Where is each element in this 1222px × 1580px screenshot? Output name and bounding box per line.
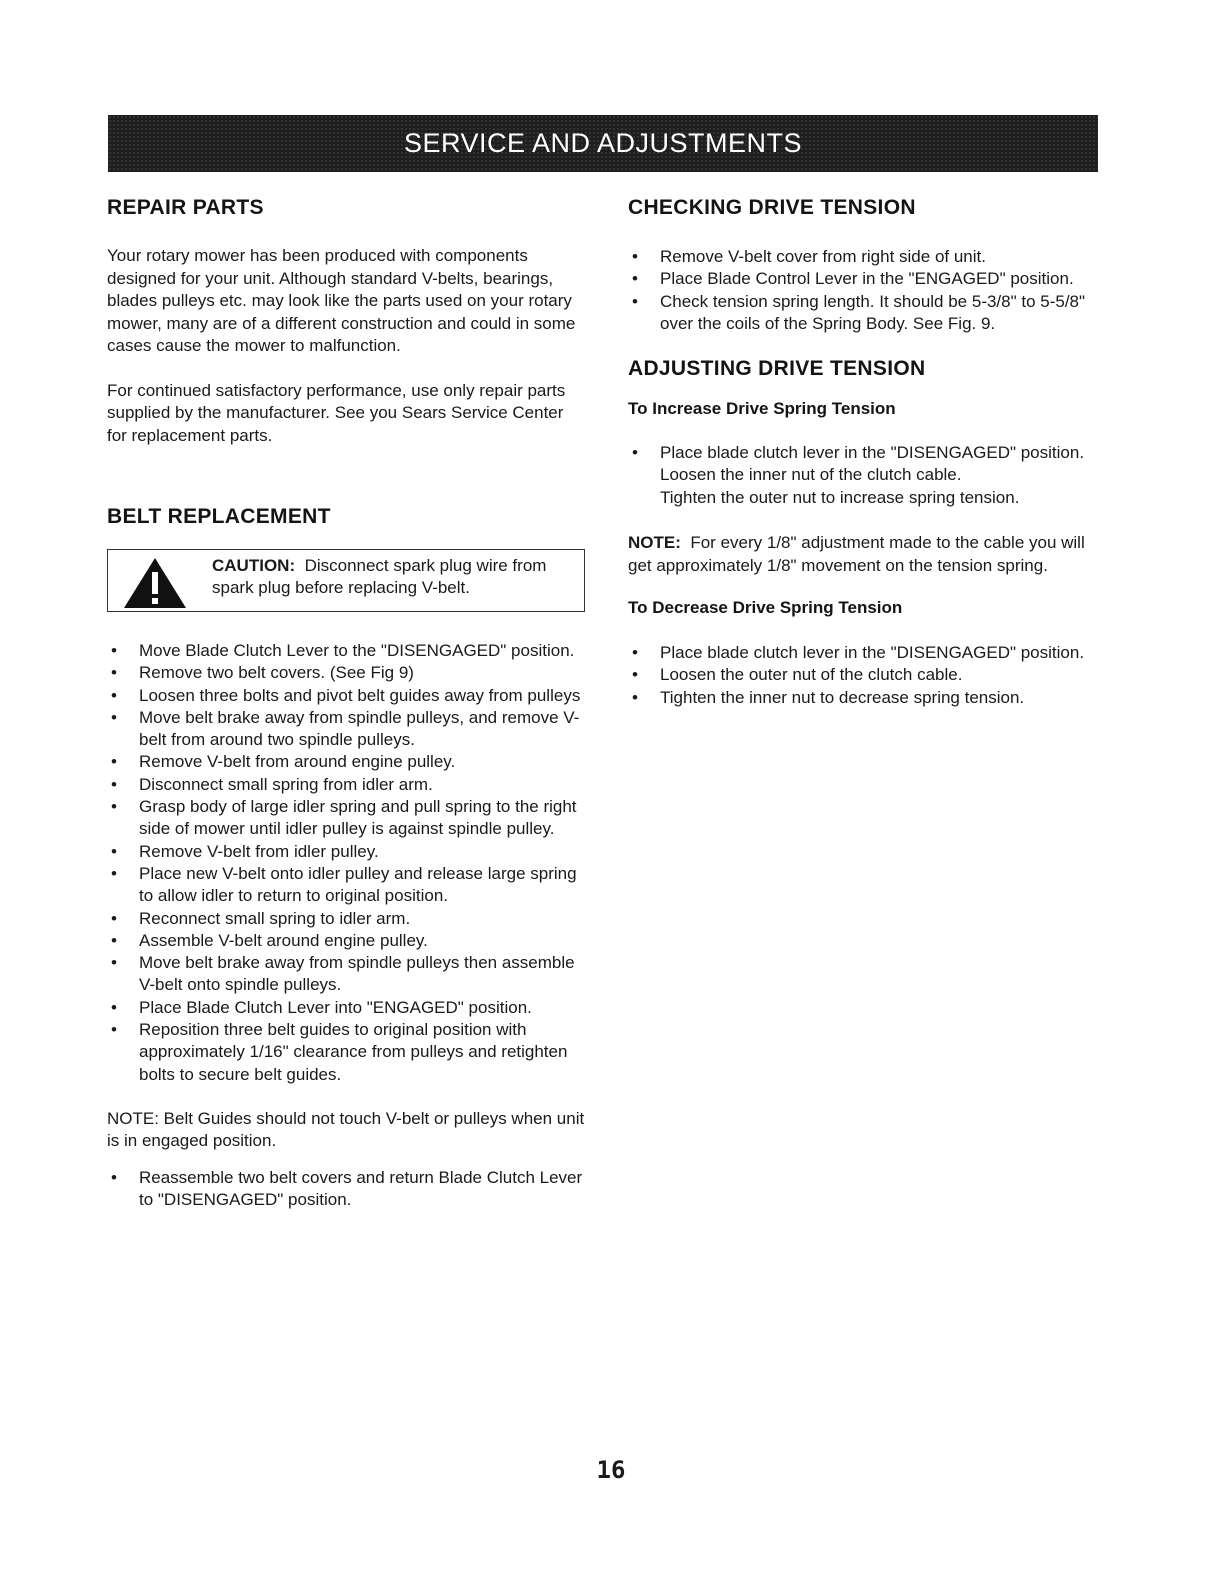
cable-adjustment-note xyxy=(628,532,1098,577)
list-item: • Move belt brake away from spindle pulleys then assemble V-belt onto spindle pulleys. xyxy=(111,953,575,995)
belt-guides-note: NOTE: Belt Guides should not touch V-belt or pulleys when unit is in engaged position. xyxy=(107,1108,585,1151)
list-item: • Reassemble two belt covers and return Blade Clutch Lever to "DISENGAGED" position. xyxy=(111,1167,583,1210)
list-item: • Remove V-belt cover from right side of unit. xyxy=(632,247,986,266)
list-item: • Loosen the outer nut of the clutch cable. xyxy=(632,665,963,685)
warning-triangle-icon xyxy=(122,556,188,610)
list-item: • Grasp body of large idler spring and pull spring to the right side of mower until idler pulley is against spindle pulley. xyxy=(111,797,577,839)
repair-parts-heading: REPAIR PARTS xyxy=(107,196,264,219)
caution-box xyxy=(107,549,585,612)
right-column xyxy=(628,196,1098,709)
page-title: SERVICE AND ADJUSTMENTS xyxy=(403,128,803,158)
list-item: Loosen the inner nut of the clutch cable. xyxy=(660,465,962,485)
list-item: • Place Blade Clutch Lever into "ENGAGED" position. xyxy=(111,997,532,1017)
list-item: • Assemble V-belt around engine pulley. xyxy=(111,930,428,950)
repair-parts-para1: Your rotary mower has been produced with components designed for your unit. Although standard V-belts, bearings, blades pulleys etc. may look like the parts used on your rotary mower, many are of a different construction and could in some cases cause the mower to malfunction. xyxy=(107,246,576,355)
caution-message: Disconnect spark plug wire from spark plug before replacing V-belt. xyxy=(212,556,547,597)
list-item: • Reconnect small spring to idler arm. xyxy=(111,908,411,928)
belt-replacement-heading: BELT REPLACEMENT xyxy=(107,505,331,528)
list-item: • Remove V-belt from idler pulley. xyxy=(111,841,379,861)
caution-text xyxy=(212,555,584,599)
list-item: • Check tension spring length. It should be 5-3/8" to 5-5/8" over the coils of the Spring Body. See Fig. 9. xyxy=(632,291,1086,333)
list-item: • Remove V-belt from around engine pulley. xyxy=(111,752,456,772)
list-item: • Move Blade Clutch Lever to the "DISENGAGED" position. xyxy=(111,641,575,660)
list-item: • Place new V-belt onto idler pulley and release large spring to allow idler to return to original position. xyxy=(111,863,577,906)
checking-drive-tension-heading: CHECKING DRIVE TENSION xyxy=(628,196,916,219)
list-item: • Place blade clutch lever in the "DISENGAGED" position. xyxy=(632,443,1085,463)
note-label: NOTE: xyxy=(628,533,681,553)
list-item: • Disconnect small spring from idler arm. xyxy=(111,774,433,794)
note-text: For every 1/8" adjustment made to the cable you will get approximately 1/8" movement on the tension spring. xyxy=(628,533,1085,575)
list-item: • Reposition three belt guides to original position with approximately 1/16" clearance from pulleys and retighten bolts to secure belt guides. xyxy=(111,1020,568,1084)
left-column xyxy=(107,196,585,1212)
caution-label: CAUTION: xyxy=(212,556,296,575)
belt-replacement-final xyxy=(107,1167,585,1212)
list-item: Tighten the outer nut to increase spring tension. xyxy=(660,487,1020,507)
list-item: • Place blade clutch lever in the "DISENGAGED" position. xyxy=(632,643,1085,663)
increase-steps xyxy=(628,442,1098,509)
checking-steps xyxy=(628,246,1098,335)
decrease-tension-heading: To Decrease Drive Spring Tension xyxy=(628,598,903,618)
repair-parts-para2: For continued satisfactory performance, use only repair parts supplied by the manufacturer. See you Sears Service Center for replacement parts. xyxy=(107,380,566,445)
section-banner xyxy=(108,115,1098,172)
page-number: 16 xyxy=(596,1456,626,1484)
list-item: • Loosen three bolts and pivot belt guides away from pulleys xyxy=(111,685,581,705)
list-item: • Place Blade Control Lever in the "ENGAGED" position. xyxy=(632,269,1074,289)
list-item: • Tighten the inner nut to decrease spring tension. xyxy=(632,687,1025,707)
adjusting-drive-tension-heading: ADJUSTING DRIVE TENSION xyxy=(628,357,926,381)
belt-replacement-steps xyxy=(107,640,585,1086)
increase-tension-heading: To Increase Drive Spring Tension xyxy=(628,399,896,419)
list-item: • Remove two belt covers. (See Fig 9) xyxy=(111,663,414,683)
list-item: • Move belt brake away from spindle pulleys, and remove V-belt from around two spindle pulleys. xyxy=(111,707,580,750)
decrease-steps xyxy=(628,642,1098,709)
